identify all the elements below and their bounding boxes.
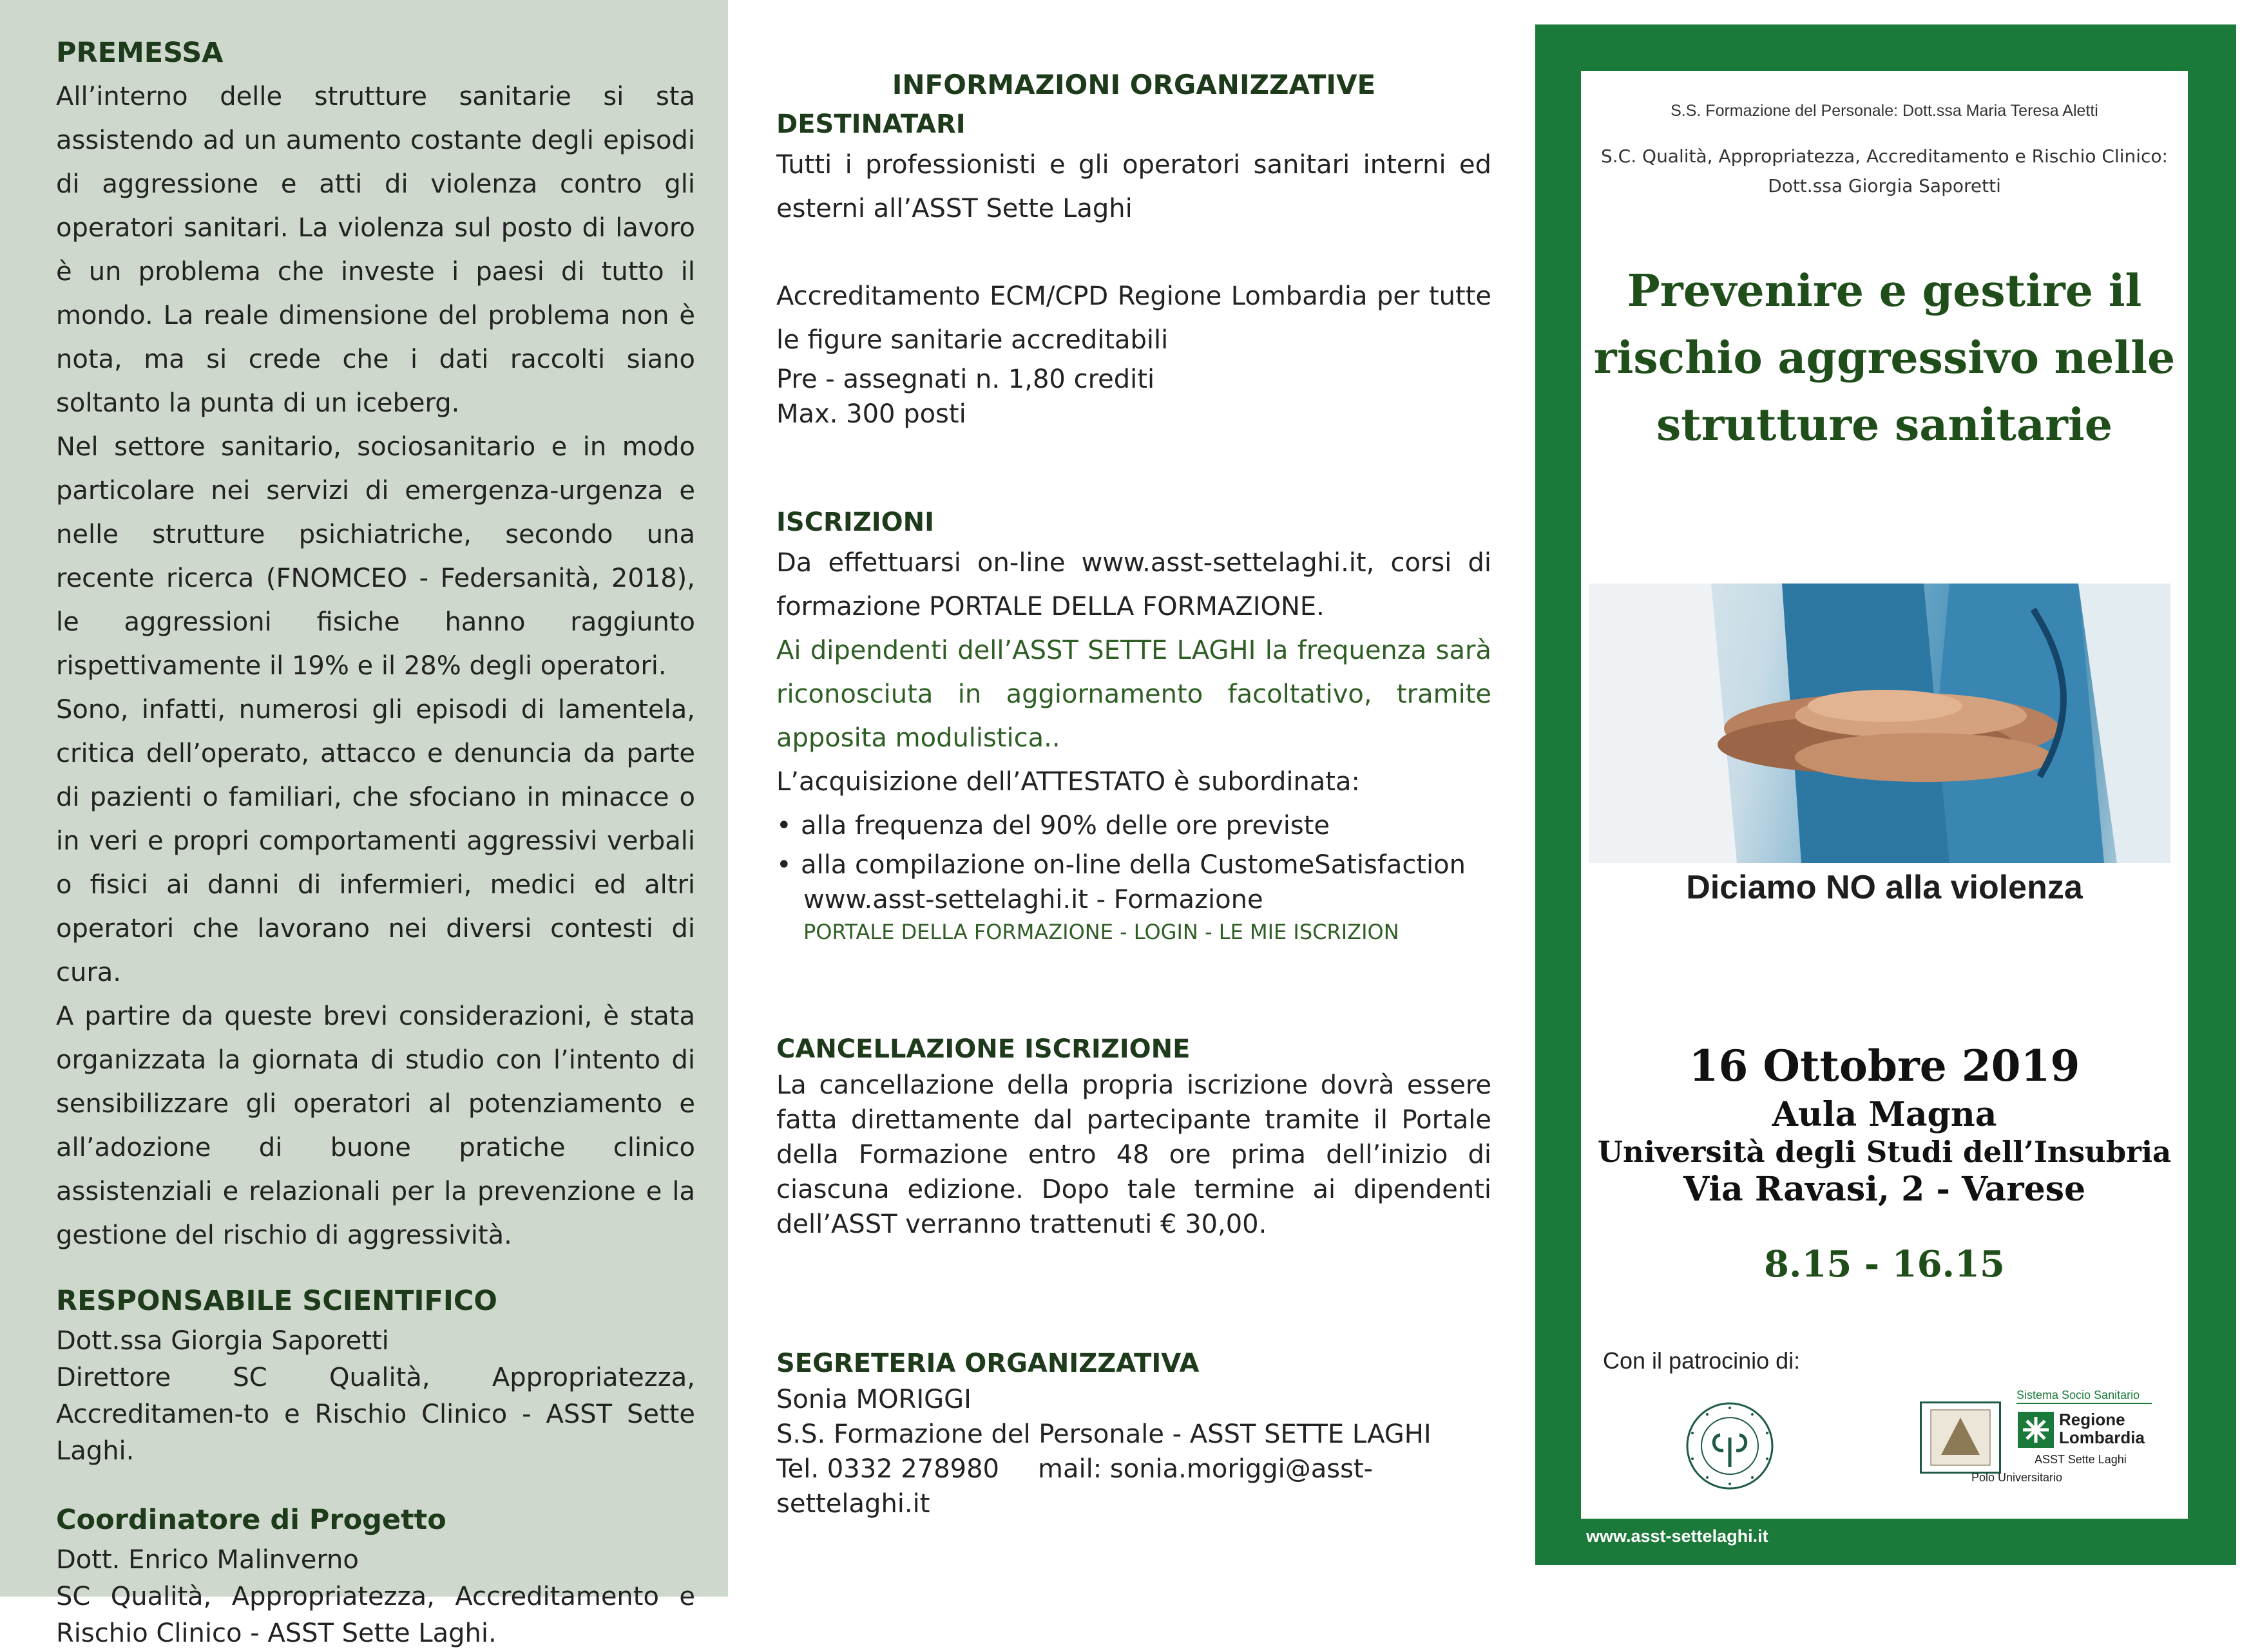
regione-lombardia-logo [1920, 1389, 2152, 1485]
bullet-frequenza: • alla frequenza del 90% delle ore previste [776, 804, 1491, 848]
middle-column [776, 64, 1491, 1521]
insubria-logo [1681, 1398, 1778, 1494]
cover-slogan: Diciamo NO alla violenza [1686, 869, 2083, 906]
logo-sistema-text: Sistema Socio Sanitario [2016, 1389, 2140, 1401]
patronage-label: Con il patrocinio di: [1603, 1347, 1801, 1374]
logo-polo-text: Polo Universitario [1971, 1471, 2063, 1484]
attestato-text: L’acquisizione dell’ATTESTATO è subordinata: [776, 767, 1360, 797]
left-column [56, 31, 695, 1652]
cancellazione-text: La cancellazione della propria iscrizione dovrà essere fatta direttamente dal partecipante tramite il Portale della Formazione entro 48 ore prima dell’inizio di ciascuna edizione. Dopo tale termine ai dipendenti dell’ASST verranno trattenuti € 30,00. [776, 1070, 1491, 1239]
destinatari-heading: DESTINATARI [776, 109, 966, 139]
coordinatore-name: Dott. Enrico Malinverno [56, 1545, 359, 1575]
responsabile-heading: RESPONSABILE SCIENTIFICO [56, 1285, 497, 1317]
segreteria-mail[interactable]: mail: sonia.moriggi@asst-settelaghi.it [776, 1454, 1374, 1519]
venue-room: Aula Magna [1772, 1095, 1997, 1134]
segreteria-name: Sonia MORIGGI [776, 1385, 972, 1414]
info-heading: INFORMAZIONI ORGANIZZATIVE [892, 69, 1376, 100]
iscrizioni-heading: ISCRIZIONI [776, 508, 934, 537]
destinatari-text: Tutti i professionisti e gli operatori sanitari interni ed esterni all’ASST Sette Laghi [776, 150, 1491, 223]
logo-regione-text: Regione Lombardia [2059, 1410, 2145, 1447]
footer-url[interactable]: www.asst-settelaghi.it [1586, 1526, 1768, 1546]
hands-illustration-icon [1589, 584, 2170, 863]
iscrizioni-green-text: Ai dipendenti dell’ASST SETTE LAGHI la frequenza sarà riconosciuta in aggiornamento facoltativo, tramite apposita modulistica.. [776, 636, 1491, 753]
premessa-paragraph-2: Nel settore sanitario, sociosanitario e in modo particolare nei servizi di emergenza-urgenza e nelle strutture psichiatriche, secondo una recente ricerca (FNOMCEO - Federsanità, 2018), le aggressioni fisiche hanno raggiunto rispettivamente il 19% e il 28% degli operatori. [56, 432, 695, 681]
venue-address: Via Ravasi, 2 - Varese [1683, 1170, 2086, 1209]
premessa-paragraph-4: A partire da queste brevi considerazioni, è stata organizzata la giornata di studio con l’intento di sensibilizzare gli operatori al potenziamento e all’adozione di buone pratiche clinico assistenziali e relazionali per la prevenzione e la gestione del rischio di aggressività. [56, 1002, 695, 1250]
posts-text: Max. 300 posti [776, 399, 966, 429]
venue-university: Università degli Studi dell’Insubria [1597, 1135, 2172, 1169]
segreteria-contacts [776, 1452, 1491, 1521]
segreteria-tel: Tel. 0332 278980 [776, 1454, 999, 1484]
insubria-seal-icon [1681, 1398, 1778, 1494]
premessa-paragraph-1: All’interno delle strutture sanitarie si sta assistendo ad un aumento costante degli episodi di aggressione e atti di violenza contro gli operatori sanitari. La violenza sul posto di lavoro è un problema che investe i paesi di tutto il mondo. La reale dimensione del problema non è nota, ma si crede che i dati raccolti siano soltanto la punta di un iceberg. [56, 82, 695, 418]
logo-asst-text: ASST Sette Laghi [2035, 1453, 2127, 1466]
credits-text: Pre - assegnati n. 1,80 crediti [776, 365, 1155, 394]
hands-photo [1589, 584, 2170, 863]
event-time: 8.15 - 16.15 [1764, 1243, 2005, 1286]
event-venue [1581, 1096, 2188, 1208]
coordinatore-heading: Coordinatore di Progetto [56, 1504, 446, 1536]
lombardia-rose-icon [2018, 1412, 2054, 1448]
responsabile-name: Dott.ssa Giorgia Saporetti [56, 1326, 389, 1356]
event-date: 16 Ottobre 2019 [1689, 1041, 2080, 1091]
portal-path: PORTALE DELLA FORMAZIONE - LOGIN - LE MIE ISCRIZION [803, 920, 1399, 944]
cover-header-2: S.C. Qualità, Appropriatezza, Accreditamento e Rischio Clinico: Dott.ssa Giorgia Saporetti [1601, 146, 2168, 196]
segreteria-heading: SEGRETERIA ORGANIZZATIVA [776, 1349, 1200, 1378]
coordinatore-role: SC Qualità, Appropriatezza, Accreditamento e Rischio Clinico - ASST Sette Laghi. [56, 1582, 695, 1648]
cover-header-1: S.S. Formazione del Personale: Dott.ssa Maria Teresa Aletti [1671, 102, 2098, 120]
cancellazione-heading: CANCELLAZIONE ISCRIZIONE [776, 1034, 1191, 1064]
segreteria-office: S.S. Formazione del Personale - ASST SETTE LAGHI [776, 1419, 1432, 1449]
asst-crest-icon [1920, 1401, 2001, 1474]
iscrizioni-text: Da effettuarsi on-line www.asst-settelaghi.it, corsi di formazione PORTALE DELLA FORMAZIONE. [776, 548, 1491, 622]
premessa-heading: PREMESSA [56, 37, 224, 69]
formazione-link[interactable]: www.asst-settelaghi.it - Formazione [803, 885, 1263, 915]
bullet-compilazione: • alla compilazione on-line della CustomeSatisfaction [776, 848, 1491, 882]
accreditamento-text: Accreditamento ECM/CPD Regione Lombardia per tutte le figure sanitarie accreditabili [776, 281, 1491, 355]
responsabile-role: Direttore SC Qualità, Appropriatezza, Accreditamen-to e Rischio Clinico - ASST Sette Laghi. [56, 1363, 695, 1466]
premessa-paragraph-3: Sono, infatti, numerosi gli episodi di lamentela, critica dell’operato, attacco e denuncia da parte di pazienti o familiari, che sfociano in minacce o in veri e propri comportamenti aggressivi verbali o fisici ai danni di infermieri, medici ed altri operatori che lavorano nei diversi contesti di cura. [56, 695, 695, 987]
cover-title: Prevenire e gestire il rischio aggressivo nelle strutture sanitarie [1593, 265, 2176, 451]
